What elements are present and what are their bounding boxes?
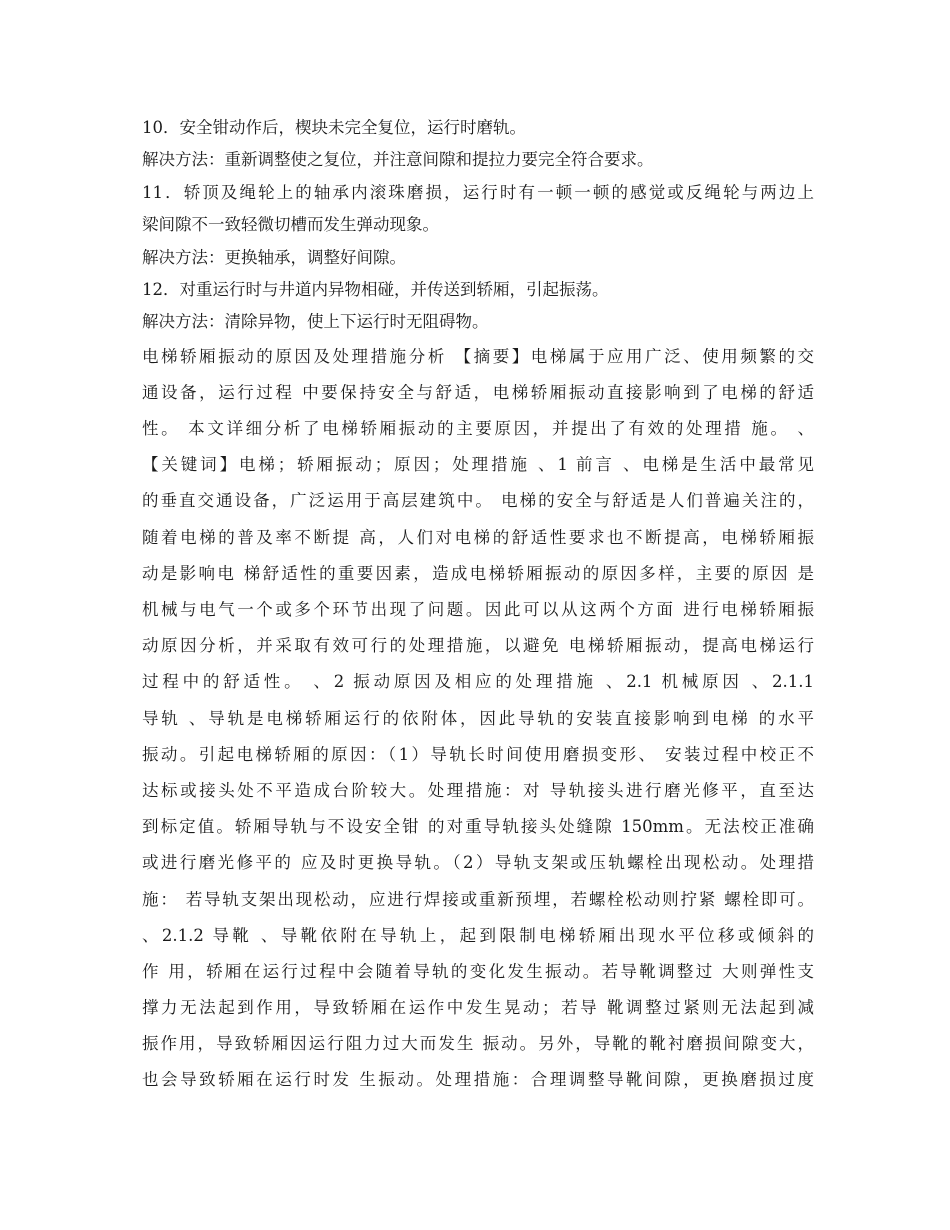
text-line: 过程中的舒适性。 、2 振动原因及相应的处理措施 、2.1 机械原因 、2.1.1 (142, 672, 814, 692)
text-line: 电梯轿厢振动的原因及处理措施分析 【摘要】电梯属于应用广泛、使用频繁的交 (142, 346, 814, 366)
text-line: 达标或接头处不平造成台阶较大。处理措施：对 导轨接头进行磨光修平，直至达 (142, 780, 814, 800)
text-line: 解决方法：清除异物，使上下运行时无阻碍物。 (142, 312, 489, 332)
text-line: 动是影响电 梯舒适性的重要因素，造成电梯轿厢振动的原因多样，主要的原因 是 (142, 563, 814, 583)
text-line: 12．对重运行时与井道内异物相碰，并传送到轿厢，引起振荡。 (142, 279, 609, 299)
text-line: 的垂直交通设备，广泛运用于高层建筑中。 电梯的安全与舒适是人们普遍关注的， (142, 491, 814, 511)
document-body (142, 112, 814, 1099)
text-line: 撑力无法起到作用，导致轿厢在运作中发生晃动；若导 靴调整过紧则无法起到减 (142, 998, 814, 1018)
text-line: 也会导致轿厢在运行时发 生振动。处理措施：合理调整导靴间隙，更换磨损过度 (142, 1070, 814, 1090)
text-line: 解决方法：重新调整使之复位，并注意间隙和提拉力要完全符合要求。 (142, 150, 654, 170)
text-line: 【关键词】电梯；轿厢振动；原因；处理措施 、1 前言 、电梯是生活中最常见 (142, 455, 814, 475)
text-line: 随着电梯的普及率不断提 高，人们对电梯的舒适性要求也不断提高，电梯轿厢振 (142, 527, 814, 547)
text-line: 振动。引起电梯轿厢的原因：（1）导轨长时间使用磨损变形、 安装过程中校正不 (142, 744, 814, 764)
text-line: 11．轿顶及绳轮上的轴承内滚珠磨损，运行时有一顿一顿的感觉或反绳轮与两边上 (142, 182, 814, 202)
text-line: 导轨 、导轨是电梯轿厢运行的依附体，因此导轨的安装直接影响到电梯 的水平 (142, 708, 814, 728)
text-line: 梁间隙不一致轻微切槽而发生弹动现象。 (142, 215, 439, 235)
text-line: 动原因分析，并采取有效可行的处理措施，以避免 电梯轿厢振动，提高电梯运行 (142, 636, 814, 656)
text-line: 振作用，导致轿厢因运行阻力过大而发生 振动。另外，导靴的靴衬磨损间隙变大， (142, 1034, 814, 1054)
text-line: 通设备，运行过程 中要保持安全与舒适，电梯轿厢振动直接影响到了电梯的舒适 (142, 382, 814, 402)
text-line: 施： 若导轨支架出现松动，应进行焊接或重新预埋，若螺栓松动则拧紧 螺栓即可。 (142, 889, 814, 909)
text-line: 机械与电气一个或多个环节出现了问题。因此可以从这两个方面 进行电梯轿厢振 (142, 600, 814, 620)
text-line: 10．安全钳动作后，楔块未完全复位，运行时磨轨。 (142, 118, 526, 137)
text-line: 到标定值。轿厢导轨与不设安全钳 的对重导轨接头处缝隙 150mm。无法校正准确 (142, 817, 814, 837)
text-line: 作 用，轿厢在运行过程中会随着导轨的变化发生振动。若导靴调整过 大则弹性支 (142, 961, 814, 981)
text-line: 解决方法：更换轴承，调整好间隙。 (142, 247, 406, 267)
text-line: 或进行磨光修平的 应及时更换导轨。（2）导轨支架或压轨螺栓出现松动。处理措 (142, 853, 814, 873)
text-line: 性。 本文详细分析了电梯轿厢振动的主要原因，并提出了有效的处理措 施。 、 (142, 419, 814, 439)
text-line: 、2.1.2 导靴 、导靴依附在导轨上，起到限制电梯轿厢出现水平位移或倾斜的 (142, 925, 814, 945)
